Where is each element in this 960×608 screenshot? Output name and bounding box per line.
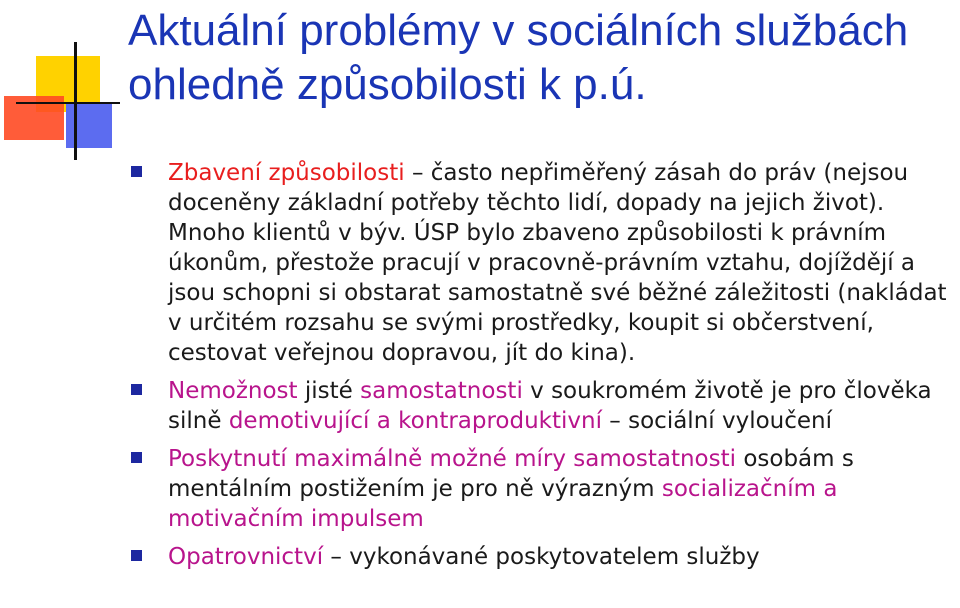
bullet-item-poskytnuti xyxy=(0,444,960,534)
bullet-item-nemoznost xyxy=(0,376,960,436)
bullet-item-zbaveni xyxy=(0,158,960,368)
bullet-highlight: Poskytnutí maximálně možné míry samostatnosti xyxy=(168,446,737,472)
bullet-text: v soukromém životě je pro člověka silně xyxy=(168,378,932,434)
bullet-highlight: samostatnosti xyxy=(360,378,523,404)
bullet-term: Zbavení způsobilosti xyxy=(168,160,405,186)
bullet-item-opatrovnictvi xyxy=(0,542,960,572)
decor-blue-square xyxy=(66,104,112,148)
square-bullet-icon xyxy=(131,384,142,395)
decor-vertical-line xyxy=(74,42,77,160)
bullet-highlight: demotivující a kontraproduktivní xyxy=(228,408,602,434)
bullet-highlight: socializačním a motivačním impulsem xyxy=(168,476,838,532)
square-bullet-icon xyxy=(131,452,142,463)
slide-title: Aktuální problémy v sociálních službách ohledně způsobilosti k p.ú. xyxy=(128,6,909,109)
square-bullet-icon xyxy=(131,166,142,177)
square-bullet-icon xyxy=(131,550,142,561)
bullet-highlight: Opatrovnictví xyxy=(168,544,324,570)
bullet-text: – často nepřiměřený zásah do práv (nejsou doceněny základní potřeby těchto lidí, dopady na jejich život). Mnoho klientů v býv. ÚSP bylo zbaveno způsobilosti k právním úkonům, přestože pracují v pracovně-právním vztahu, dojíždějí a jsou schopni si obstarat samostatně své běžné záležitosti (nakládat v určitém rozsahu se svými prostředky, koupit si občerstvení, cestovat veřejnou dopravou, jít do kina). xyxy=(168,160,947,366)
decor-horizontal-line xyxy=(16,102,120,104)
bullet-text: osobám s mentálním postižením je pro ně výrazným xyxy=(168,446,854,502)
bullet-highlight: Nemožnost xyxy=(168,378,298,404)
bullet-list xyxy=(0,158,960,580)
bullet-text: – vykonávané poskytovatelem služby xyxy=(323,544,760,570)
bullet-text: jisté xyxy=(297,378,361,404)
bullet-text: – sociální vyloučení xyxy=(602,408,832,434)
